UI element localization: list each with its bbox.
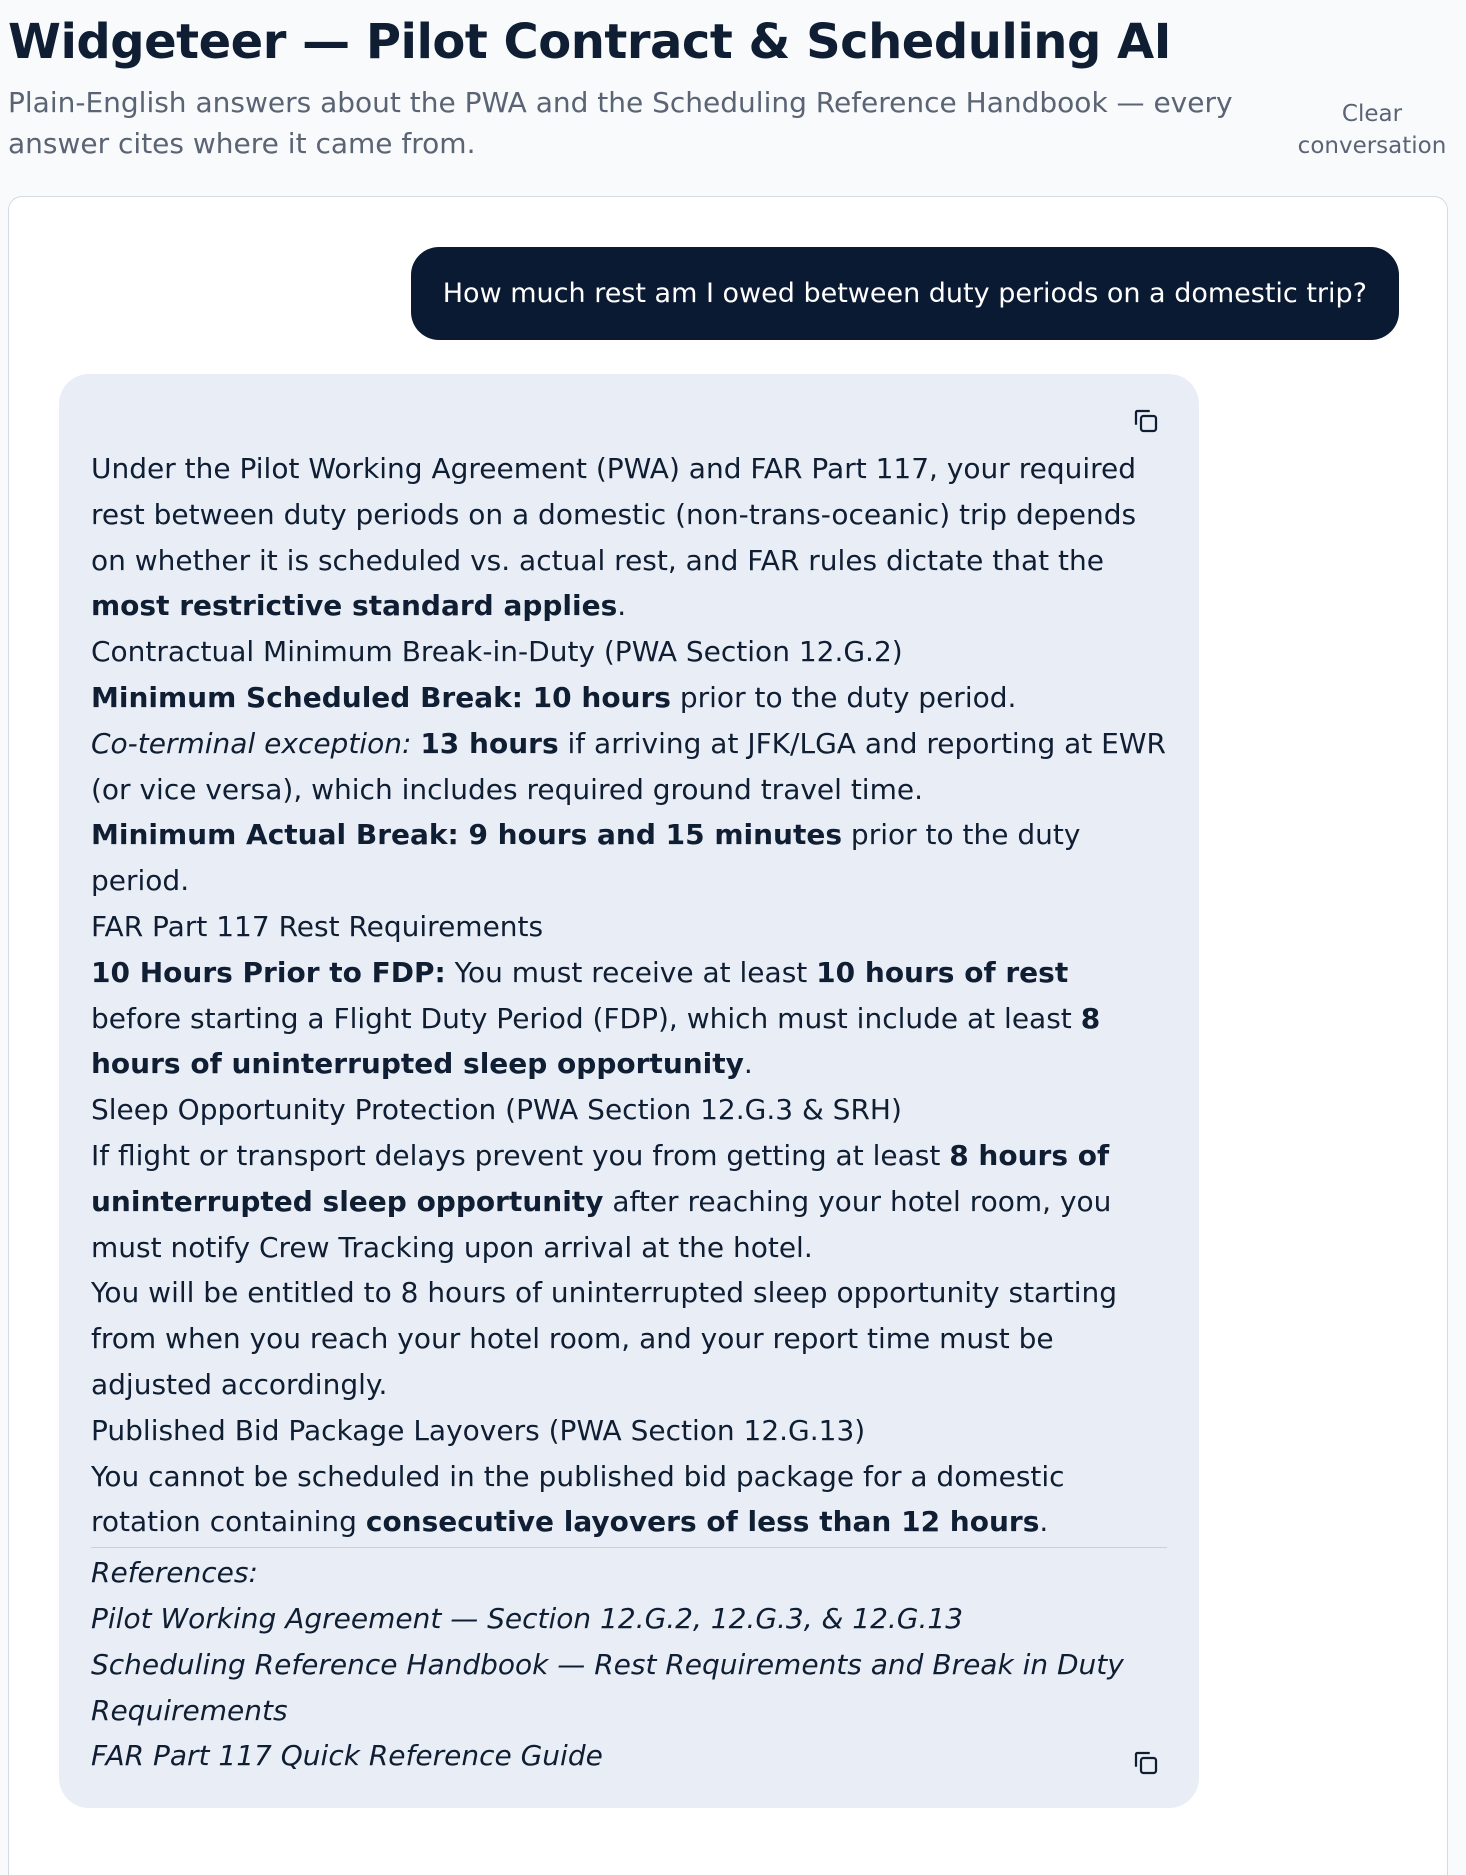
- section-heading: Published Bid Package Layovers (PWA Section 12.G.13): [91, 1413, 866, 1447]
- app-subtitle: Plain-English answers about the PWA and the Scheduling Reference Handbook — every answer cites where it came from.: [8, 86, 1233, 160]
- user-message: How much rest am I owed between duty periods on a domestic trip?: [411, 247, 1399, 340]
- reference-item: FAR Part 117 Quick Reference Guide: [91, 1739, 603, 1773]
- references: [91, 1547, 1167, 1779]
- section-heading: FAR Part 117 Rest Requirements: [91, 909, 544, 943]
- copy-icon[interactable]: [1131, 406, 1161, 436]
- answer-content: [91, 446, 1167, 1779]
- list-item: Minimum Scheduled Break: 10 hours prior to the duty period.: [91, 680, 1017, 714]
- list-item: You will be entitled to 8 hours of uninterrupted sleep opportunity starting from when you reach your hotel room, and your report time must be adjusted accordingly.: [91, 1276, 1118, 1401]
- app-header: [8, 14, 1458, 164]
- list-item: You cannot be scheduled in the published bid package for a domestic rotation containing consecutive layovers of less than 12 hours.: [91, 1459, 1065, 1539]
- app-title: Widgeteer — Pilot Contract & Scheduling AI: [8, 14, 1172, 70]
- answer-intro: Under the Pilot Working Agreement (PWA) and FAR Part 117, your required rest between duty periods on a domestic (non-trans-oceanic) trip depends on whether it is scheduled vs. actual rest, and FAR rules dictate that the most restrictive standard applies.: [91, 452, 1137, 623]
- list-item: Co-terminal exception: 13 hours if arriving at JFK/LGA and reporting at EWR (or vice versa), which includes required ground travel time.: [91, 726, 1166, 806]
- chat-panel[interactable]: [8, 196, 1448, 1875]
- section-heading: Sleep Opportunity Protection (PWA Section 12.G.3 & SRH): [91, 1093, 902, 1127]
- list-item: Minimum Actual Break: 9 hours and 15 minutes prior to the duty period.: [91, 818, 1081, 898]
- copy-icon[interactable]: [1131, 1748, 1161, 1778]
- clear-conversation-button[interactable]: Clear conversation: [1292, 98, 1452, 162]
- list-item: If flight or transport delays prevent you from getting at least 8 hours of uninterrupted sleep opportunity after reaching your hotel room, you must notify Crew Tracking upon arrival at the hotel.: [91, 1138, 1112, 1264]
- section-heading: Contractual Minimum Break-in-Duty (PWA Section 12.G.2): [91, 635, 903, 669]
- reference-item: Pilot Working Agreement — Section 12.G.2, 12.G.3, & 12.G.13: [91, 1601, 964, 1635]
- references-label: References:: [91, 1556, 258, 1590]
- assistant-message: [59, 374, 1199, 1808]
- list-item: 10 Hours Prior to FDP: You must receive at least 10 hours of rest before starting a Flight Duty Period (FDP), which must include at least 8 hours of uninterrupted sleep opportunity.: [91, 955, 1101, 1081]
- reference-item: Scheduling Reference Handbook — Rest Requirements and Break in Duty Requirements: [91, 1647, 1124, 1727]
- answer-intro-emphasis: most restrictive standard applies: [91, 589, 618, 623]
